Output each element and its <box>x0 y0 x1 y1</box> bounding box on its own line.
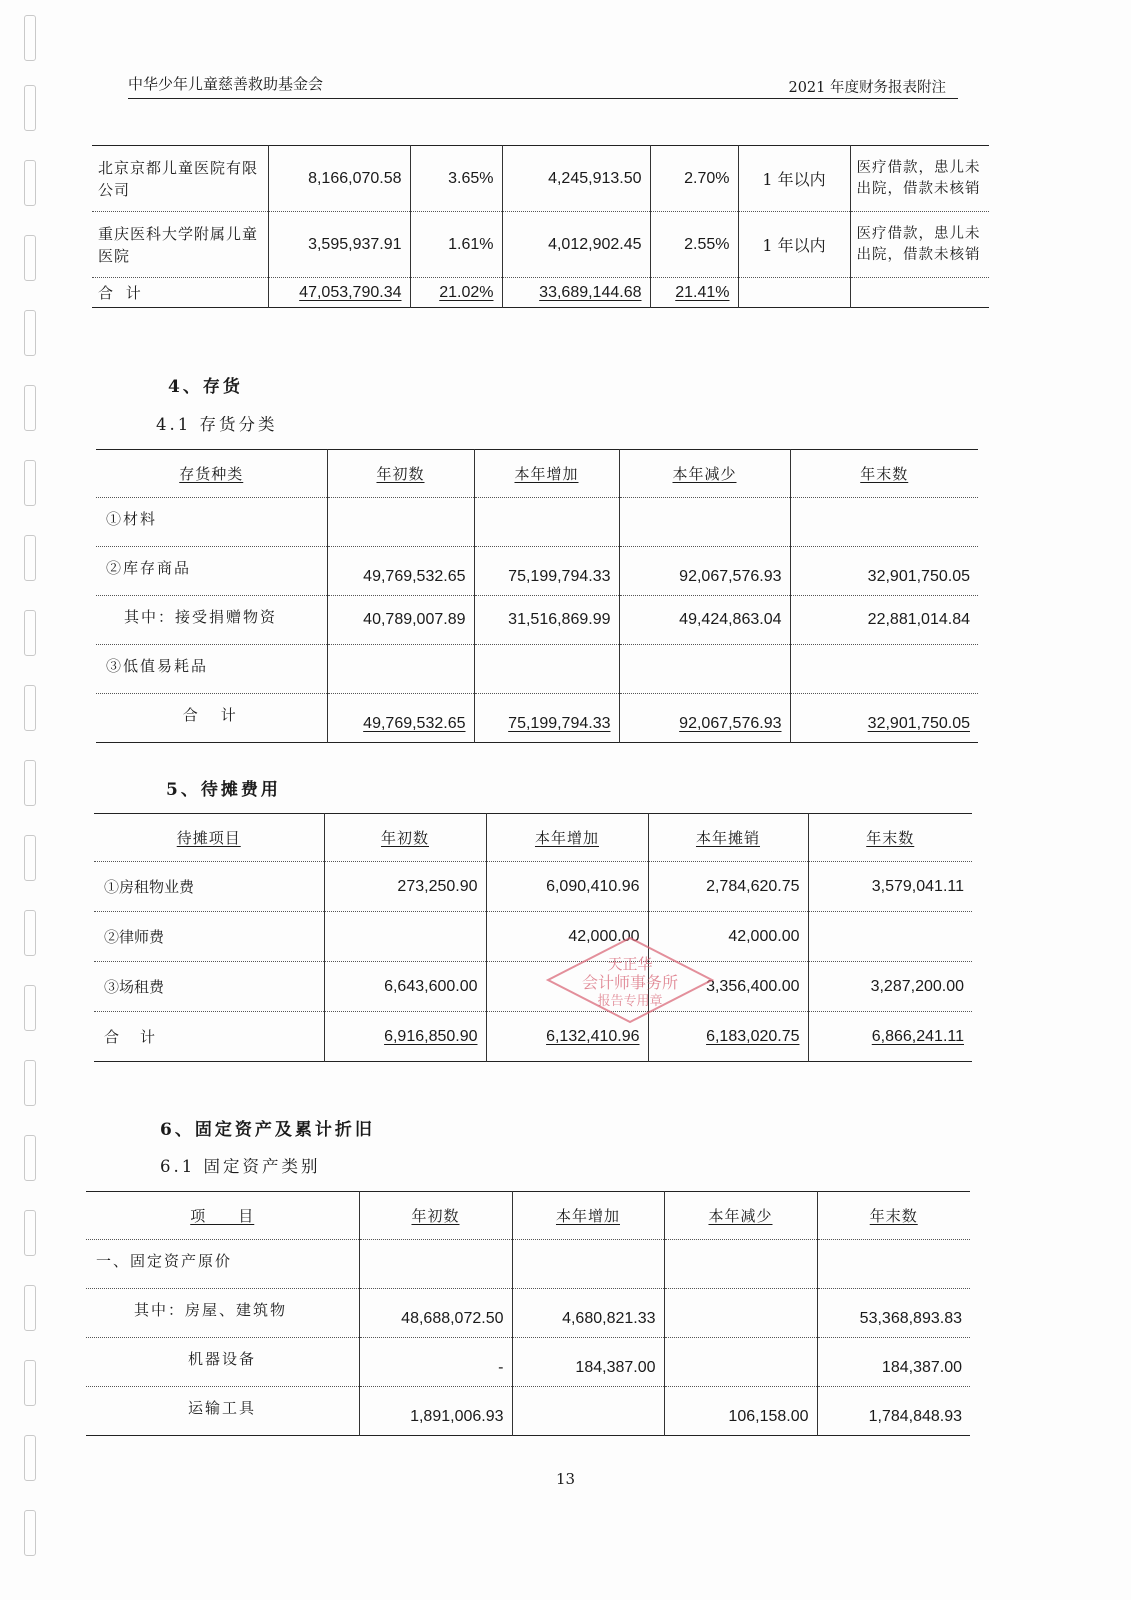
amount-cell: 4,012,902.45 <box>502 212 650 278</box>
prepaid-table <box>94 813 972 1062</box>
table-row <box>94 862 972 912</box>
ratio-cell: 3.65% <box>410 146 502 212</box>
column-header: 本年增加 <box>474 450 619 498</box>
stamp-line1: 天正华 <box>607 955 653 973</box>
table-row <box>86 1289 970 1338</box>
value-cell: 49,769,532.65 <box>327 547 474 596</box>
receivables-table <box>92 145 989 308</box>
row-label: ②库存商品 <box>106 559 192 577</box>
total-value: 6,183,020.75 <box>648 1012 808 1062</box>
subsection-heading-fixed-assets: 6.1 固定资产类别 <box>160 1157 321 1176</box>
value-cell: 6,643,600.00 <box>324 962 486 1012</box>
section-heading-prepaid: 5、待摊费用 <box>166 780 281 800</box>
total-value: 32,901,750.05 <box>790 694 978 743</box>
stamp-line3: 报告专用章 <box>597 994 663 1009</box>
value-cell: 32,901,750.05 <box>790 547 978 596</box>
total-amount: 33,689,144.68 <box>502 278 650 308</box>
row-label: 一、固定资产原价 <box>96 1252 233 1270</box>
total-value: 92,067,576.93 <box>619 694 790 743</box>
value-cell <box>359 1240 512 1289</box>
stamp-line2: 会计师事务所 <box>581 973 679 992</box>
total-value: 6,866,241.11 <box>808 1012 972 1062</box>
column-header: 本年减少 <box>619 450 790 498</box>
column-header: 年初数 <box>327 450 474 498</box>
total-row <box>96 694 978 743</box>
value-cell <box>664 1240 817 1289</box>
value-cell: 6,090,410.96 <box>486 862 648 912</box>
value-cell <box>512 1387 664 1436</box>
row-label: 运输工具 <box>188 1399 257 1417</box>
row-label: ③场租费 <box>104 978 165 996</box>
table-row <box>96 547 978 596</box>
value-cell: 48,688,072.50 <box>359 1289 512 1338</box>
total-value: 6,132,410.96 <box>486 1012 648 1062</box>
total-value: 6,916,850.90 <box>324 1012 486 1062</box>
table-row <box>96 596 978 645</box>
age-cell: 1 年以内 <box>738 212 850 278</box>
value-cell: 31,516,869.99 <box>474 596 619 645</box>
ratio-cell: 2.70% <box>650 146 738 212</box>
table-row <box>94 962 972 1012</box>
value-cell <box>664 1289 817 1338</box>
column-header: 年末数 <box>790 450 978 498</box>
value-cell <box>327 645 474 694</box>
value-cell: 184,387.00 <box>817 1338 970 1387</box>
value-cell: 3,287,200.00 <box>808 962 972 1012</box>
binding-holes <box>18 0 42 1600</box>
ratio-cell: 2.55% <box>650 212 738 278</box>
row-label: 其中：房屋、建筑物 <box>134 1301 288 1319</box>
inventory-table <box>96 449 978 743</box>
value-cell: - <box>359 1338 512 1387</box>
row-label: ①材料 <box>106 510 158 528</box>
column-header: 年初数 <box>324 814 486 862</box>
value-cell: 42,000.00 <box>486 912 648 962</box>
value-cell <box>619 498 790 547</box>
table-row <box>92 146 989 212</box>
table-row <box>92 212 989 278</box>
total-ratio: 21.41% <box>650 278 738 308</box>
value-cell: 3,579,041.11 <box>808 862 972 912</box>
value-cell <box>790 498 978 547</box>
empty-cell <box>738 278 850 308</box>
section-heading-inventory: 4、存货 <box>168 377 243 397</box>
column-header: 本年增加 <box>512 1192 664 1240</box>
value-cell: 4,680,821.33 <box>512 1289 664 1338</box>
ratio-cell: 1.61% <box>410 212 502 278</box>
amount-cell: 3,595,937.91 <box>268 212 410 278</box>
table-row <box>86 1240 970 1289</box>
value-cell <box>324 912 486 962</box>
column-header: 项 目 <box>190 1207 255 1225</box>
value-cell: 53,368,893.83 <box>817 1289 970 1338</box>
table-header-row <box>94 814 972 862</box>
row-label: ②律师费 <box>104 928 165 946</box>
amount-cell: 8,166,070.58 <box>268 146 410 212</box>
table-row <box>94 912 972 962</box>
value-cell: 184,387.00 <box>512 1338 664 1387</box>
value-cell: 42,000.00 <box>648 912 808 962</box>
column-header: 存货种类 <box>179 465 244 483</box>
column-header: 本年减少 <box>664 1192 817 1240</box>
value-cell <box>817 1240 970 1289</box>
hospital-name: 北京京都儿童医院有限公司 <box>98 158 259 199</box>
total-row <box>94 1012 972 1062</box>
row-label: 机器设备 <box>188 1350 257 1368</box>
total-row <box>92 278 989 308</box>
value-cell <box>474 645 619 694</box>
empty-cell <box>850 278 989 308</box>
value-cell <box>486 962 648 1012</box>
note-cell: 医疗借款，患儿未出院，借款未核销 <box>850 146 989 212</box>
subsection-heading-inventory: 4.1 存货分类 <box>156 415 278 434</box>
value-cell: 106,158.00 <box>664 1387 817 1436</box>
total-label: 合 计 <box>182 706 240 724</box>
value-cell <box>327 498 474 547</box>
value-cell: 49,424,863.04 <box>619 596 790 645</box>
value-cell: 2,784,620.75 <box>648 862 808 912</box>
hospital-name: 重庆医科大学附属儿童医院 <box>98 224 259 265</box>
column-header: 本年摊销 <box>648 814 808 862</box>
note-cell: 医疗借款，患儿未出院，借款未核销 <box>850 212 989 278</box>
row-label: 其中：接受捐赠物资 <box>124 608 278 626</box>
page-header <box>128 70 958 99</box>
value-cell <box>808 912 972 962</box>
value-cell: 1,891,006.93 <box>359 1387 512 1436</box>
table-header-row <box>86 1192 970 1240</box>
value-cell: 273,250.90 <box>324 862 486 912</box>
total-amount: 47,053,790.34 <box>268 278 410 308</box>
page-number: 13 <box>555 1470 576 1488</box>
value-cell <box>512 1240 664 1289</box>
section-heading-fixed-assets: 6、固定资产及累计折旧 <box>160 1120 375 1140</box>
value-cell <box>664 1338 817 1387</box>
value-cell: 40,789,007.89 <box>327 596 474 645</box>
total-value: 49,769,532.65 <box>327 694 474 743</box>
row-label: ①房租物业费 <box>104 878 195 896</box>
age-cell: 1 年以内 <box>738 146 850 212</box>
column-header: 年初数 <box>359 1192 512 1240</box>
amount-cell: 4,245,913.50 <box>502 146 650 212</box>
table-row <box>96 645 978 694</box>
value-cell <box>790 645 978 694</box>
row-label: ③低值易耗品 <box>106 657 209 675</box>
column-header: 年末数 <box>817 1192 970 1240</box>
column-header: 待摊项目 <box>176 829 241 847</box>
value-cell: 3,356,400.00 <box>648 962 808 1012</box>
org-name: 中华少年儿童慈善救助基金会 <box>128 75 324 93</box>
total-label: 合 计 <box>98 284 145 302</box>
value-cell: 92,067,576.93 <box>619 547 790 596</box>
total-ratio: 21.02% <box>410 278 502 308</box>
table-header-row <box>96 450 978 498</box>
table-row <box>86 1387 970 1436</box>
table-row <box>96 498 978 547</box>
table-row <box>86 1338 970 1387</box>
total-label: 合 计 <box>104 1028 159 1046</box>
value-cell: 1,784,848.93 <box>817 1387 970 1436</box>
report-title: 2021 年度财务报表附注 <box>788 80 946 96</box>
value-cell: 75,199,794.33 <box>474 547 619 596</box>
fixed-assets-table <box>86 1191 970 1436</box>
column-header: 本年增加 <box>486 814 648 862</box>
value-cell: 22,881,014.84 <box>790 596 978 645</box>
total-value: 75,199,794.33 <box>474 694 619 743</box>
value-cell <box>619 645 790 694</box>
column-header: 年末数 <box>808 814 972 862</box>
value-cell <box>474 498 619 547</box>
